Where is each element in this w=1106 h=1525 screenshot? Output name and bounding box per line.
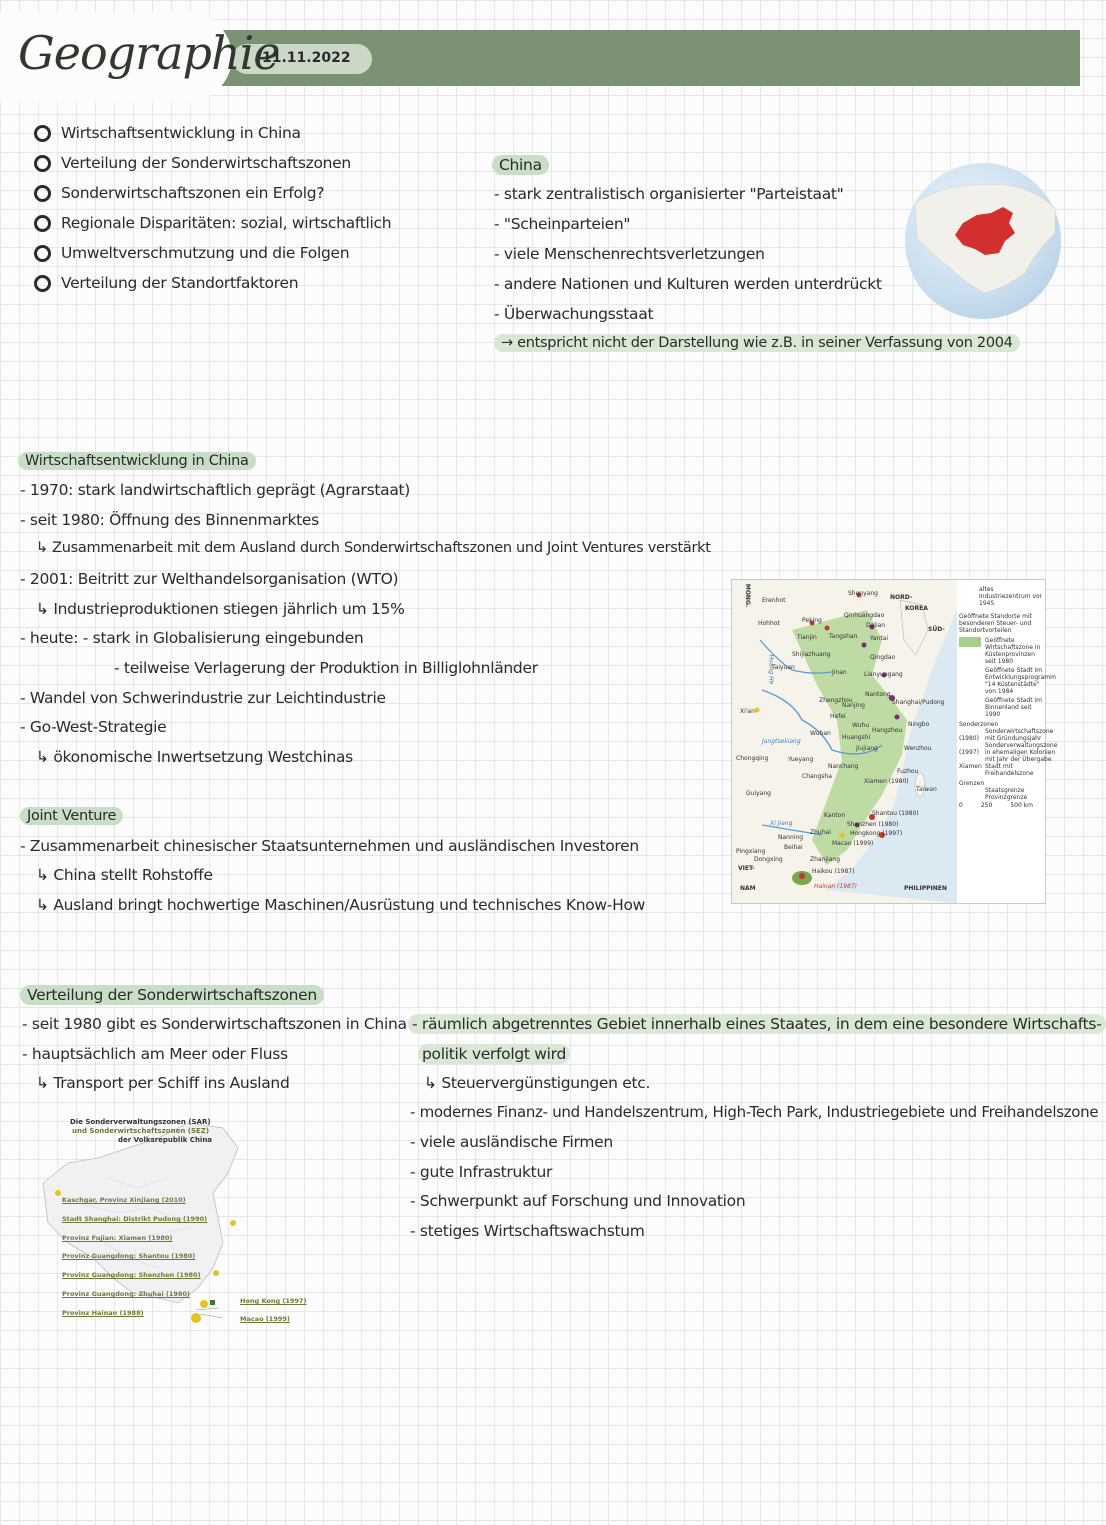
city-label: Yueyang	[788, 756, 814, 763]
legend-year: (1980)	[959, 735, 979, 742]
sez-label: Provinz Guangdong: Zhuhai (1980)	[62, 1290, 190, 1298]
verteilung-left-line: ↳ Transport per Schiff ins Ausland	[36, 1074, 290, 1092]
city-label: Hefei	[830, 713, 846, 720]
section-heading-wirtschaft: Wirtschaftsentwicklung in China	[18, 452, 256, 470]
page-date: 11.11.2022	[262, 50, 351, 66]
region-label: NAM	[740, 885, 756, 892]
china-line: - "Scheinparteien"	[494, 215, 631, 233]
region-label: VIET-	[738, 865, 755, 872]
legend-row	[959, 637, 1043, 665]
wirtschaft-line: - seit 1980: Öffnung des Binnenmarktes	[20, 511, 319, 529]
toc-item: Umweltverschmutzung und die Folgen	[34, 244, 349, 262]
china-line: - andere Nationen und Kulturen werden unterdrückt	[494, 275, 882, 293]
river-label: Xi Jiang	[770, 820, 793, 827]
river-label: Jangtsekiang	[762, 738, 801, 745]
china-line: - stark zentralistisch organisierter "Parteistaat"	[494, 185, 844, 203]
wirtschaft-line: - 1970: stark landwirtschaftlich geprägt (Agrarstaat)	[20, 481, 411, 499]
bullet-icon	[34, 215, 51, 232]
section-heading-verteilung: Verteilung der Sonderwirtschaftszonen	[20, 985, 324, 1005]
legend-row	[959, 728, 1054, 742]
legend-row	[959, 742, 1058, 763]
verteilung-right-line: - gute Infrastruktur	[410, 1163, 553, 1181]
city-label: Dongxing	[754, 856, 783, 863]
legend-swatch	[959, 637, 981, 647]
city-label: Qingdao	[870, 654, 896, 661]
toc-item: Regionale Disparitäten: sozial, wirtschaftlich	[34, 214, 391, 232]
city-label: Zhengzhou	[819, 697, 853, 704]
verteilung-right-line: - stetiges Wirtschaftswachstum	[410, 1222, 645, 1240]
page-title: Geographie	[18, 26, 280, 80]
legend-item: Geöffnete Stadt im Binnenland seit 1990	[985, 697, 1043, 718]
wirtschaft-line: ↳ Industrieproduktionen stiegen jährlich um 15%	[36, 600, 405, 618]
city-label: Jinan	[832, 669, 847, 676]
bullet-icon	[34, 125, 51, 142]
city-label: Zhanjiang	[810, 856, 841, 863]
city-label: Shanghai/Pudong	[892, 699, 945, 706]
toc-item: Verteilung der Standortfaktoren	[34, 274, 298, 292]
wirtschaft-line: ↳ ökonomische Inwertsetzung Westchinas	[36, 748, 353, 766]
region-label: NORD-	[890, 594, 913, 601]
sez-marker	[230, 1220, 236, 1226]
city-label: Shantou (1980)	[872, 810, 919, 817]
globe-svg	[905, 163, 1061, 319]
city-label: Fuzhou	[897, 768, 919, 775]
city-label: Huangshi	[842, 734, 871, 741]
scale-bar: 0 250 500 km	[959, 802, 1033, 809]
legend-item: Sonderzonen	[959, 721, 999, 728]
sez-map	[38, 1118, 307, 1328]
joint-line: - Zusammenarbeit chinesischer Staatsunternehmen und ausländischen Investoren	[20, 837, 639, 855]
sez-label: Stadt Shanghai: Distrikt Pudong (1990)	[62, 1215, 208, 1223]
toc-item: Verteilung der Sonderwirtschaftszonen	[34, 154, 351, 172]
sez-label: Provinz Guangdong: Shenzhen (1980)	[62, 1271, 201, 1279]
legend-item: Sonderwirtschaftszone mit Gründungsjahr	[985, 728, 1054, 742]
bullet-icon	[34, 155, 51, 172]
legend-item: Stadt mit Freihandelszone	[985, 763, 1034, 777]
region-label: PHILIPPINEN	[904, 885, 947, 892]
city-label: Chongqing	[736, 755, 769, 762]
sez-marker	[213, 1270, 219, 1276]
sez-label: Provinz Fujian: Xiamen (1980)	[62, 1234, 173, 1242]
legend-row	[959, 763, 1043, 777]
toc-item: Sonderwirtschaftszonen ein Erfolg?	[34, 184, 324, 202]
sez-label: Provinz Hainan (1988)	[62, 1309, 144, 1317]
sez-label: Macao (1999)	[240, 1315, 290, 1323]
legend-item: Geöffnete Stadt im Entwicklungsprogramm "14 Küstenstädte" von 1984	[985, 667, 1056, 695]
hainan-marker	[191, 1313, 201, 1323]
city-label: Xi'an	[740, 708, 755, 715]
legend-item: Geöffnete Standorte mit besonderen Steuer- und Standortvorteilen	[959, 613, 1032, 634]
joint-line: ↳ Ausland bringt hochwertige Maschinen/Ausrüstung und technisches Know-How	[36, 896, 646, 914]
section-heading-joint: Joint Venture	[20, 807, 123, 825]
legend-item: Grenzen	[959, 780, 985, 787]
city-label: Qinhuangdao	[844, 612, 885, 619]
city-label: Shijiazhuang	[792, 651, 831, 658]
region-label: SÜD-	[928, 626, 945, 633]
city-label: Hongkong (1997)	[850, 830, 903, 837]
china-conclusion: → entspricht nicht der Darstellung wie z.B. in seiner Verfassung von 2004	[494, 334, 1020, 352]
city-label: Peking	[802, 617, 822, 624]
verteilung-right-line: - viele ausländische Firmen	[410, 1133, 613, 1151]
city-label: Haikou (1987)	[812, 868, 855, 875]
bullet-icon	[34, 185, 51, 202]
legend-item: Provinzgrenze	[985, 794, 1028, 801]
kaschgar-marker	[55, 1190, 61, 1196]
city-label: Dalian	[866, 622, 886, 629]
city-label: Yantai	[870, 635, 889, 642]
city-label: Jiujiang	[856, 745, 878, 752]
city-label: Kanton	[824, 812, 846, 819]
china-economic-map	[731, 579, 1058, 904]
verteilung-right-line: - Schwerpunkt auf Forschung und Innovation	[410, 1192, 746, 1210]
hongkong-marker	[210, 1300, 215, 1305]
city-label: Beihai	[784, 844, 803, 851]
bullet-icon	[34, 245, 51, 262]
taiwan-island	[915, 773, 925, 797]
sez-label: Provinz Guangdong: Shantou (1980)	[62, 1252, 196, 1260]
city-label: Changsha	[802, 773, 832, 780]
sez-marker	[200, 1300, 208, 1308]
legend-item: Geöffnete Wirtschaftszone in Küstenprovinzen seit 1980	[985, 637, 1041, 665]
legend-city: Xiamen	[959, 763, 982, 770]
legend-year: (1997)	[959, 749, 979, 756]
china-line: - Überwachungsstaat	[494, 305, 654, 323]
city-label: Zhuhai	[810, 829, 831, 836]
city-label: Shenzhen (1980)	[847, 821, 899, 828]
verteilung-left-line: - hauptsächlich am Meer oder Fluss	[22, 1045, 288, 1063]
joint-line: ↳ China stellt Rohstoffe	[36, 866, 213, 884]
city-label: Ningbo	[908, 721, 930, 728]
city-label: Nanning	[778, 834, 804, 841]
city-label: Guiyang	[746, 790, 771, 797]
city-label: Lianyungang	[864, 671, 903, 678]
globe-image	[905, 163, 1061, 319]
city-label: Taiyuan	[772, 664, 795, 671]
map-legend	[959, 586, 1058, 809]
sez-map-title: der Volksrepublik China	[118, 1136, 213, 1144]
verteilung-left-line: - seit 1980 gibt es Sonderwirtschaftszonen in China	[22, 1015, 407, 1033]
legend-item: Staatsgrenze	[985, 787, 1025, 794]
city-label: Hainan (1987)	[814, 883, 857, 890]
wirtschaft-line: - 2001: Beitritt zur Welthandelsorganisation (WTO)	[20, 570, 399, 588]
verteilung-right-line: politik verfolgt wird	[418, 1044, 570, 1064]
city-label: Hohhot	[758, 620, 780, 627]
region-label: Taiwan	[916, 786, 937, 793]
city-label: Wuhu	[852, 722, 870, 729]
sez-label: Kaschgar, Provinz Xinjiang (2010)	[62, 1196, 186, 1204]
city-label: Erenhot	[762, 597, 786, 604]
verteilung-right-line: - räumlich abgetrenntes Gebiet innerhalb eines Staates, in dem eine besondere Wirtschafts-	[408, 1014, 1106, 1034]
verteilung-right-line: ↳ Steuervergünstigungen etc.	[424, 1074, 651, 1092]
wirtschaft-line: - heute: - stark in Globalisierung eingebunden	[20, 629, 364, 647]
bullet-icon	[34, 275, 51, 292]
region-label: KOREA	[905, 605, 928, 612]
city-label: Nanchang	[828, 763, 859, 770]
city-label: Wuhan	[810, 730, 831, 737]
wirtschaft-line: - Wandel von Schwerindustrie zur Leichtindustrie	[20, 689, 386, 707]
city-label: Shenyang	[848, 590, 878, 597]
city-label: Pingxiang	[736, 848, 766, 855]
city-label: Xiamen (1980)	[864, 778, 909, 785]
city-label: Nanjing	[842, 702, 865, 709]
legend-item: Sonderverwaltungszone in ehemaligen Kolonien mit Jahr der Übergabe	[985, 742, 1058, 763]
verteilung-right-line: - modernes Finanz- und Handelszentrum, High-Tech Park, Industriegebiete und Freihandelszone	[410, 1103, 1099, 1121]
city-label: Wenzhou	[904, 745, 932, 752]
city-label: Tangshan	[829, 633, 858, 640]
section-heading-china: China	[492, 155, 549, 175]
region-label: MONG.	[744, 583, 752, 608]
wirtschaft-line: - teilweise Verlagerung der Produktion in Billiglohnländer	[114, 659, 538, 677]
sez-map-title: und Sonderwirtschaftszonen (SEZ)	[72, 1127, 210, 1135]
sez-label: Hong Kong (1997)	[240, 1297, 307, 1305]
legend-item: altes Industriezentrum vor 1945	[979, 586, 1043, 607]
city-label: Hangzhou	[872, 727, 903, 734]
city-label: Macao (1999)	[832, 840, 874, 847]
wirtschaft-line: - Go-West-Strategie	[20, 718, 167, 736]
river-label: Huang He	[767, 654, 775, 685]
china-line: - viele Menschenrechtsverletzungen	[494, 245, 765, 263]
sez-map-title: Die Sonderverwaltungszonen (SAR)	[70, 1118, 211, 1126]
wirtschaft-line: ↳ Zusammenarbeit mit dem Ausland durch Sonderwirtschaftszonen und Joint Ventures verstärkt	[36, 540, 711, 556]
city-label: Nantong	[865, 691, 891, 698]
toc-item: Wirtschaftsentwicklung in China	[34, 124, 301, 142]
city-label: Tianjin	[797, 634, 817, 641]
